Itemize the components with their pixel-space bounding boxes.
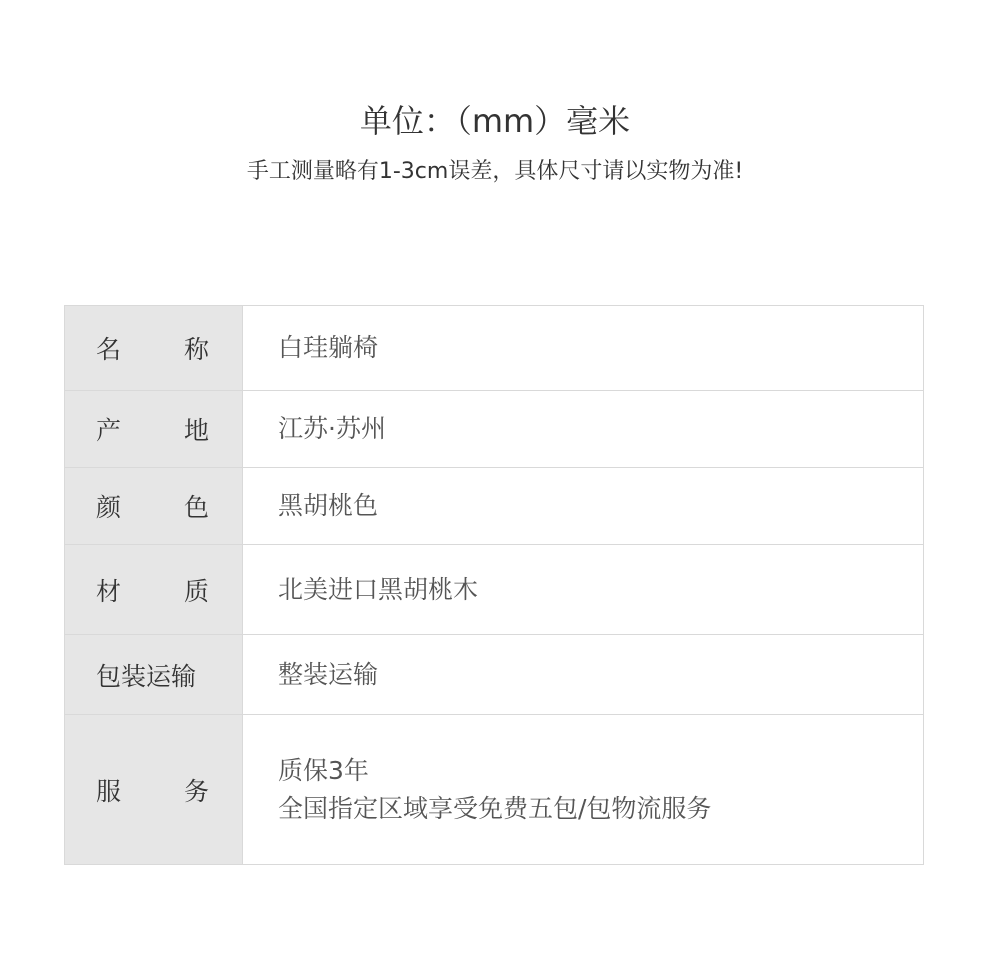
measurement-note: 手工测量略有1-3cm误差，具体尺寸请以实物为准! xyxy=(246,159,744,184)
value-line: 整装运输 xyxy=(278,659,379,689)
table-row xyxy=(65,468,924,545)
table-row xyxy=(65,306,924,391)
label-char: 颜 xyxy=(96,493,122,522)
value-line: 江苏·苏州 xyxy=(278,414,386,443)
label-char: 称 xyxy=(183,335,209,364)
value-line: 黑胡桃色 xyxy=(278,491,379,520)
value-line: 北美进口黑胡桃木 xyxy=(278,574,479,604)
label-char: 名 xyxy=(96,335,122,364)
table-row xyxy=(65,715,924,865)
label-char: 材 xyxy=(96,576,122,606)
row-label xyxy=(65,635,243,715)
value-line: 全国指定区域享受免费五包/包物流服务 xyxy=(278,793,712,823)
label-char: 地 xyxy=(183,416,209,445)
row-value xyxy=(243,635,924,715)
unit-title: 单位：（mm）毫米 xyxy=(359,102,631,140)
label-char: 产 xyxy=(96,416,122,445)
row-value xyxy=(243,715,924,865)
label-char: 服 xyxy=(96,776,122,806)
table-row xyxy=(65,545,924,635)
label-char: 务 xyxy=(183,776,209,806)
row-value xyxy=(243,306,924,391)
table-row xyxy=(65,391,924,468)
row-value xyxy=(243,391,924,468)
row-label xyxy=(65,715,243,865)
row-label xyxy=(65,306,243,391)
table-row xyxy=(65,635,924,715)
value-line: 质保3年 xyxy=(278,755,369,785)
row-label xyxy=(65,545,243,635)
row-label xyxy=(65,468,243,545)
value-line: 白珪躺椅 xyxy=(278,333,379,362)
label-char: 色 xyxy=(183,493,209,522)
spec-table xyxy=(64,305,924,865)
row-label xyxy=(65,391,243,468)
label-text: 包装运输 xyxy=(96,661,197,691)
row-value xyxy=(243,545,924,635)
label-char: 质 xyxy=(183,576,209,606)
row-value xyxy=(243,468,924,545)
